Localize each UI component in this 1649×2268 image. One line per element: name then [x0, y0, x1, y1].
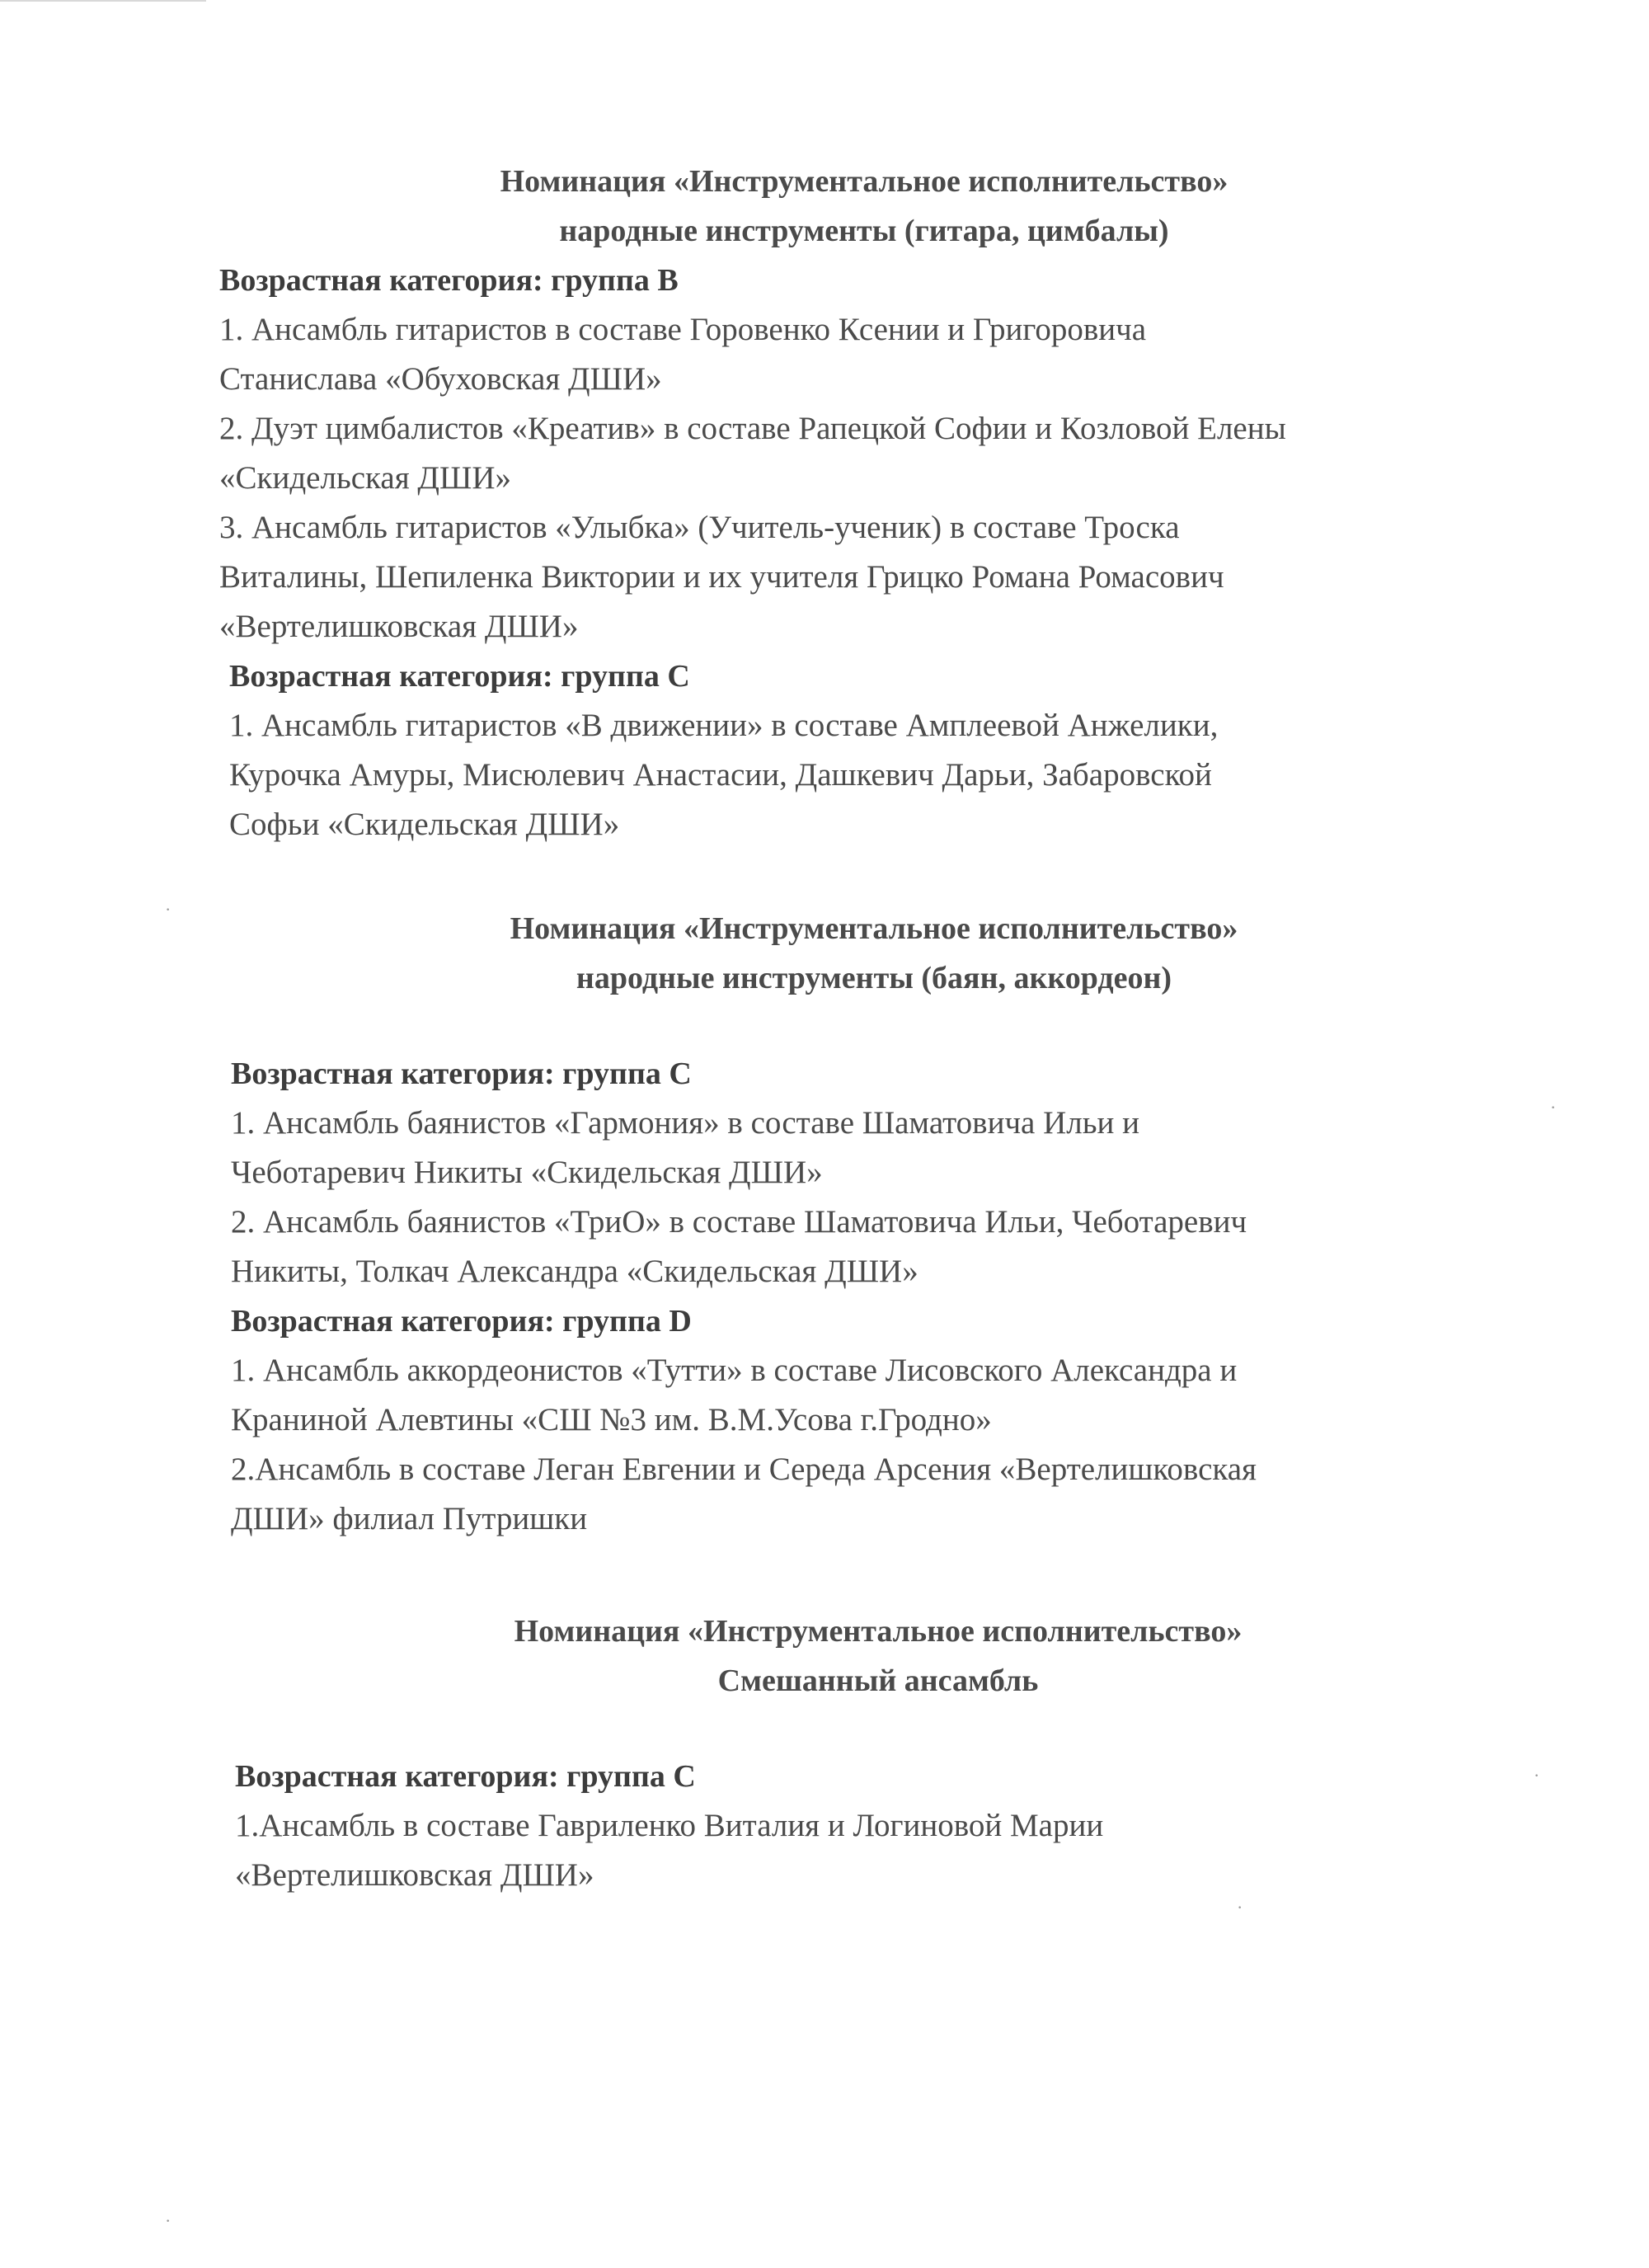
age-group: [219, 256, 1507, 652]
entry-line: 3. Ансамбль гитаристов «Улыбка» (Учитель-ученик) в составе Троска: [219, 510, 1180, 545]
age-group: [231, 1296, 1517, 1544]
age-group: [229, 652, 1507, 849]
scan-speck: ·: [165, 899, 171, 920]
age-group: [235, 1752, 1521, 1900]
scan-speck: ·: [1237, 1897, 1243, 1917]
age-category-heading: Возрастная категория: группа С: [229, 659, 690, 694]
entry-line: ДШИ» филиал Путришки: [231, 1501, 588, 1536]
nomination-section-1: [221, 157, 1507, 849]
entry-line: Чеботаревич Никиты «Скидельская ДШИ»: [231, 1155, 823, 1190]
nomination-heading: [221, 157, 1507, 256]
nomination-subtitle: народные инструменты (гитара, цимбалы): [559, 214, 1169, 248]
entry-line: Никиты, Толкач Александра «Скидельская ДШИ»: [231, 1254, 918, 1289]
entry-line: 2.Ансамбль в составе Леган Евгении и Середа Арсения «Вертелишковская: [231, 1452, 1257, 1487]
nomination-heading: [231, 904, 1517, 1003]
scan-speck: ·: [165, 2210, 171, 2231]
age-category-heading: Возрастная категория: группа С: [231, 1056, 692, 1091]
nomination-section-2: [231, 904, 1517, 1544]
scan-edge-line: [0, 0, 206, 2]
list-item: [231, 1445, 1517, 1544]
entry-line: «Скидельская ДШИ»: [219, 460, 512, 496]
entry-line: «Вертелишковская ДШИ»: [235, 1857, 594, 1893]
entry-line: Краниной Алевтины «СШ №3 им. В.М.Усова г.Гродно»: [231, 1402, 992, 1437]
entry-line: «Вертелишковская ДШИ»: [219, 609, 579, 644]
entry-line: Станислава «Обуховская ДШИ»: [219, 361, 662, 397]
nomination-subtitle: Смешанный ансамбль: [717, 1663, 1039, 1698]
entry-line: 1. Ансамбль баянистов «Гармония» в составе Шаматовича Ильи и: [231, 1105, 1140, 1141]
age-category-heading: Возрастная категория: группа D: [231, 1304, 692, 1339]
entry-line: 2. Дуэт цимбалистов «Креатив» в составе Рапецкой Софии и Козловой Елены: [219, 411, 1286, 446]
age-category-heading: Возрастная категория: группа В: [219, 263, 679, 298]
list-item: [235, 1801, 1521, 1900]
entry-line: Виталины, Шепиленка Виктории и их учителя Грицко Романа Ромасович: [219, 559, 1224, 595]
entry-line: 2. Ансамбль баянистов «ТриО» в составе Шаматовича Ильи, Чеботаревич: [231, 1204, 1247, 1240]
nomination-heading: [235, 1607, 1521, 1706]
spacer: [231, 1003, 1517, 1049]
list-item: [231, 1198, 1517, 1296]
spacer: [235, 1706, 1521, 1752]
list-item: [231, 1346, 1517, 1445]
scan-speck: ·: [1550, 1097, 1557, 1118]
nomination-title: Номинация «Инструментальное исполнительство»: [514, 1614, 1243, 1649]
nomination-title: Номинация «Инструментальное исполнительство»: [510, 911, 1238, 946]
entry-line: 1. Ансамбль аккордеонистов «Тутти» в составе Лисовского Александра и: [231, 1353, 1238, 1388]
age-category-heading: Возрастная категория: группа С: [235, 1759, 696, 1794]
list-item: [229, 701, 1507, 849]
list-item: [219, 503, 1507, 652]
list-item: [219, 305, 1507, 404]
age-group: [231, 1049, 1517, 1296]
list-item: [219, 404, 1507, 503]
nomination-section-3: [235, 1607, 1521, 1900]
nomination-subtitle: народные инструменты (баян, аккордеон): [576, 961, 1172, 995]
nomination-title: Номинация «Инструментальное исполнительство»: [500, 164, 1229, 199]
list-item: [231, 1099, 1517, 1198]
entry-line: 1. Ансамбль гитаристов «В движении» в составе Амплеевой Анжелики,: [229, 708, 1219, 743]
entry-line: 1. Ансамбль гитаристов в составе Горовенко Ксении и Григоровича: [219, 312, 1147, 347]
entry-line: Курочка Амуры, Мисюлевич Анастасии, Дашкевич Дарьи, Забаровской: [229, 757, 1212, 793]
scan-speck: ·: [1534, 1765, 1540, 1786]
entry-line: 1.Ансамбль в составе Гавриленко Виталия и Логиновой Марии: [235, 1808, 1104, 1843]
entry-line: Софьи «Скидельская ДШИ»: [229, 807, 620, 842]
